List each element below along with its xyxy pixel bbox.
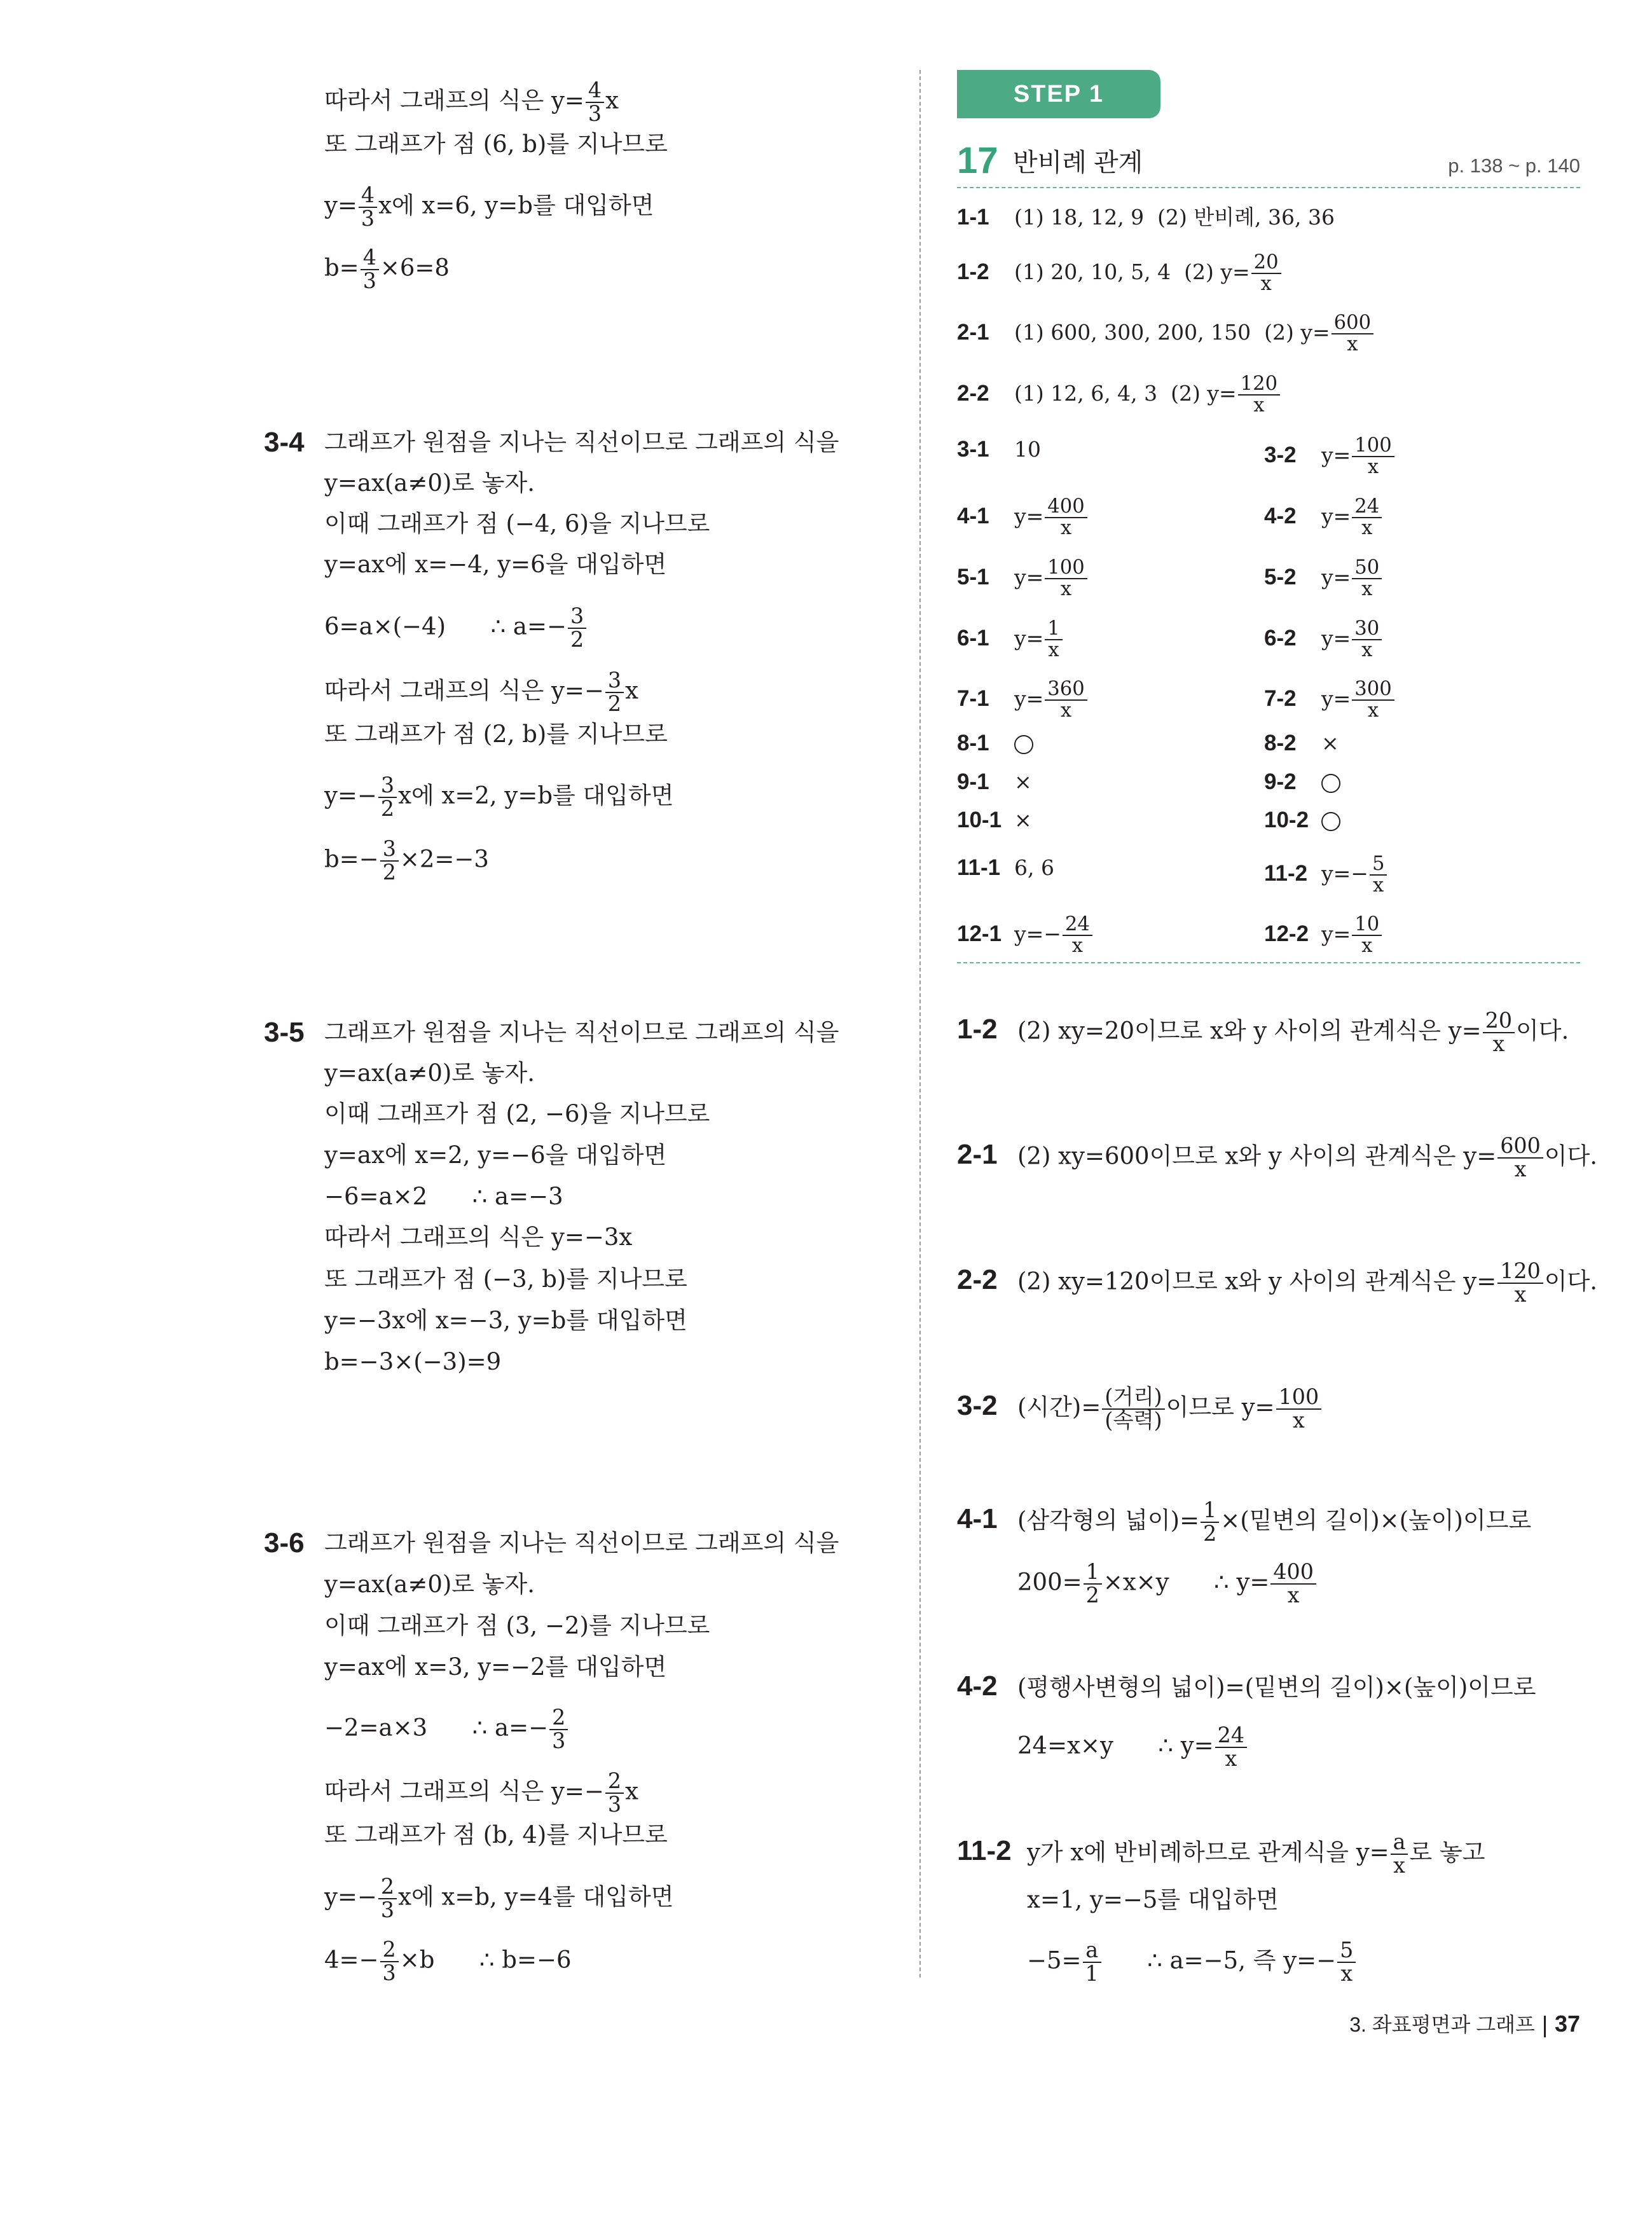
p36-line-2: y=ax(a≠0)로 놓자. [324,1571,535,1598]
section-title: 반비례 관계 [1013,149,1143,177]
solution-2-1: 2-1 (2) xy=600이므로 x와 y 사이의 관계식은 y= $\frac{600}{x}$ 이다. [957,1133,1598,1181]
p35-line-7: 또 그래프가 점 (−3, b)를 지나므로 [324,1265,687,1293]
answer-6-2: 6-2 y= $\frac{30}{x}$ [1264,619,1383,661]
answer-3-2: 3-2 y= $\frac{100}{x}$ [1264,436,1396,478]
solution-3-2: 3-2 (시간)= (거리) (속력) 이므로 y= $\frac{100}{x}$ [957,1386,1323,1432]
intro-line-2: 또 그래프가 점 (6, b)를 지나므로 [324,130,668,158]
problem-label-3-4: 3-4 [264,427,305,458]
p36-line-1: 그래프가 원점을 지나는 직선이므로 그래프의 식을 [324,1529,839,1557]
page-range: p. 138 ~ p. 140 [1448,155,1580,177]
circle-mark-icon [1014,735,1033,754]
section-number: 17 [957,140,998,181]
p35-line-1: 그래프가 원점을 지나는 직선이므로 그래프의 식을 [324,1019,839,1046]
intro-line-3: y= $\frac{4}{3}$ x에 x=6, y=b를 대입하면 [324,182,654,231]
p34-line-8: y=− $\frac{3}{2}$ x에 x=2, y=b를 대입하면 [324,773,674,821]
solution-4-1-line-1: 4-1 (삼각형의 넓이)= $\frac{1}{2}$ ×(밑변의 길이)×(높이)이므로 [957,1497,1532,1546]
p35-line-9: b=−3×(−3)=9 [324,1348,502,1375]
solution-4-2-line-1: 4-2 (평행사변형의 넓이)=(밑변의 길이)×(높이)이므로 [957,1670,1536,1702]
solution-4-2-line-2: 24=x×y ∴ y= $\frac{24}{x}$ [1017,1724,1248,1770]
answer-4-1: 4-1 y= $\frac{400}{x}$ [957,497,1089,539]
p36-line-9: 4=− $\frac{2}{3}$ ×b ∴ b=−6 [324,1937,572,1985]
p34-line-4: y=ax에 x=−4, y=6을 대입하면 [324,551,667,578]
answer-10-1: 10-1 × [957,808,1032,832]
answer-8-1: 8-1 [957,729,1033,757]
column-divider [919,70,921,1978]
p35-line-2: y=ax(a≠0)로 놓자. [324,1059,535,1087]
p34-line-9: b=− $\frac{3}{2}$ ×2=−3 [324,836,489,884]
top-dashed-rule [957,187,1580,188]
problem-label-3-6: 3-6 [264,1527,305,1559]
page-number: 37 [1554,2011,1580,2037]
circle-mark-icon [1321,812,1340,831]
answer-9-2: 9-2 [1264,768,1340,796]
p35-line-8: y=−3x에 x=−3, y=b를 대입하면 [324,1307,687,1334]
answer-10-2: 10-2 [1264,806,1340,834]
answer-11-2: 11-2 y=− $\frac{5}{x}$ [1264,854,1388,896]
p35-line-4: y=ax에 x=2, y=−6을 대입하면 [324,1141,667,1169]
answer-12-1: 12-1 y=− $\frac{24}{x}$ [957,914,1094,956]
answer-1-1: 1-1 (1) 18, 12, 9 (2) 반비례, 36, 36 [957,205,1335,230]
answer-7-1: 7-1 y= $\frac{360}{x}$ [957,679,1089,721]
p34-line-1: 그래프가 원점을 지나는 직선이므로 그래프의 식을 [324,429,839,456]
problem-label-3-5: 3-5 [264,1017,305,1048]
solution-1-2: 1-2 (2) xy=20이므로 x와 y 사이의 관계식은 y= $\frac{20}{x}$ 이다. [957,1008,1569,1056]
p34-line-2: y=ax(a≠0)로 놓자. [324,469,535,497]
answer-1-2: 1-2 (1) 20, 10, 5, 4 (2) y= $\frac{20}{x}$ [957,252,1283,294]
p35-line-3: 이때 그래프가 점 (2, −6)을 지나므로 [324,1100,710,1127]
circle-mark-icon [1321,774,1340,793]
p34-line-5: 6=a×(−4) ∴ a=− $\frac{3}{2}$ [324,605,588,651]
answer-2-1: 2-1 (1) 600, 300, 200, 150 (2) y= $\frac{600}{x}$ [957,313,1375,355]
answer-5-2: 5-2 y= $\frac{50}{x}$ [1264,558,1383,600]
solution-2-2: 2-2 (2) xy=120이므로 x와 y 사이의 관계식은 y= $\frac{120}{x}$ 이다. [957,1258,1598,1307]
p36-line-5: −2=a×3 ∴ a=− $\frac{2}{3}$ [324,1707,569,1752]
intro-line-1: 따라서 그래프의 식은 y= $\frac{4}{3}$ x [324,78,619,126]
answer-12-2: 12-2 y= $\frac{10}{x}$ [1264,914,1383,956]
solution-4-1-line-2: 200= $\frac{1}{2}$ ×x×y ∴ y= $\frac{400}{x}$ [1017,1561,1318,1607]
solution-11-2-line-3: −5= $\frac{a}{1}$ ∴ a=−5, 즉 y=− $\frac{5}{x}$ [1027,1939,1357,1985]
answer-6-1: 6-1 y= $\frac{1}{x}$ [957,619,1064,661]
step-badge: STEP 1 [957,70,1160,118]
answer-8-2: 8-2 × [1264,731,1339,755]
p36-line-7: 또 그래프가 점 (b, 4)를 지나므로 [324,1821,668,1848]
p35-line-6: 따라서 그래프의 식은 y=−3x [324,1223,633,1251]
chapter-title: 3. 좌표평면과 그래프 [1349,2013,1535,2036]
bottom-dashed-rule [957,962,1580,963]
p36-line-8: y=− $\frac{2}{3}$ x에 x=b, y=4를 대입하면 [324,1874,674,1922]
answer-5-1: 5-1 y= $\frac{100}{x}$ [957,558,1089,600]
p36-line-3: 이때 그래프가 점 (3, −2)를 지나므로 [324,1612,710,1639]
answer-11-1: 11-1 6, 6 [957,855,1054,880]
p34-line-3: 이때 그래프가 점 (−4, 6)을 지나므로 [324,510,710,537]
answer-2-2: 2-2 (1) 12, 6, 4, 3 (2) y= $\frac{120}{x}$ [957,374,1281,416]
footer-separator [1544,2016,1546,2037]
p36-line-6: 따라서 그래프의 식은 y=− $\frac{2}{3}$ x [324,1768,638,1817]
intro-line-4: b= $\frac{4}{3}$ ×6=8 [324,245,450,293]
answer-4-2: 4-2 y= $\frac{24}{x}$ [1264,497,1383,539]
answer-9-1: 9-1 × [957,769,1032,794]
p35-line-5: −6=a×2 ∴ a=−3 [324,1183,563,1210]
solution-11-2-line-2: x=1, y=−5를 대입하면 [1027,1886,1279,1913]
answer-7-2: 7-2 y= $\frac{300}{x}$ [1264,679,1396,721]
page-footer [1349,2008,1580,2041]
p34-line-6: 따라서 그래프의 식은 y=− $\frac{3}{2}$ x [324,668,638,716]
answer-3-1: 3-1 10 [957,437,1041,462]
p36-line-4: y=ax에 x=3, y=−2를 대입하면 [324,1653,667,1681]
solution-11-2-line-1: 11-2 y가 x에 반비례하므로 관계식을 y= $\frac{a}{x}$ 로 놓고 [957,1829,1485,1878]
p34-line-7: 또 그래프가 점 (2, b)를 지나므로 [324,720,668,748]
